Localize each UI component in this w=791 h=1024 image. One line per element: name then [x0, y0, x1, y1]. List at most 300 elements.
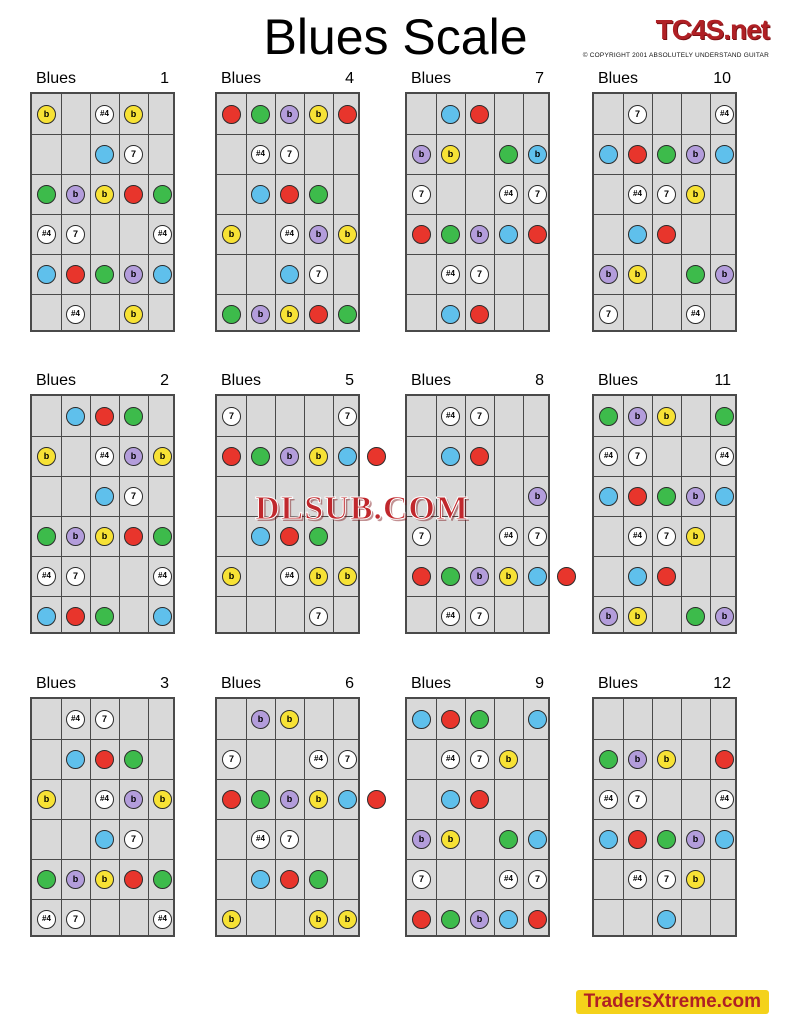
diagram-label: Blues [221, 372, 262, 389]
note-dot [37, 870, 56, 889]
note-dot-labeled: #4 [715, 447, 734, 466]
note-dot-labeled: #4 [715, 790, 734, 809]
string-line [32, 174, 173, 175]
string-line [407, 254, 548, 255]
note-dot-labeled: b [280, 305, 299, 324]
note-dot [628, 830, 647, 849]
string-line [594, 516, 735, 517]
note-dot-labeled: b [628, 265, 647, 284]
fret-line [652, 396, 653, 632]
fret-line [333, 94, 334, 330]
diagram-label: Blues [36, 675, 77, 692]
fretboard [215, 394, 360, 634]
note-dot-labeled: b [499, 567, 518, 586]
fret-line [119, 699, 120, 935]
note-dot-labeled: b [124, 790, 143, 809]
note-dot [470, 790, 489, 809]
diagram-number: 9 [535, 675, 544, 692]
diagram-caption [30, 675, 175, 697]
note-dot [66, 750, 85, 769]
note-dot-labeled: b [599, 265, 618, 284]
note-dot-labeled: #4 [309, 750, 328, 769]
note-dot-labeled: 7 [222, 750, 241, 769]
note-dot-labeled: 7 [95, 710, 114, 729]
note-dot-labeled: 7 [124, 487, 143, 506]
note-dot-labeled: 7 [412, 870, 431, 889]
note-dot [66, 407, 85, 426]
fret-line [90, 396, 91, 632]
fretboard [30, 697, 175, 937]
note-dot-labeled: #4 [95, 105, 114, 124]
note-dot-labeled: 7 [222, 407, 241, 426]
note-dot [686, 265, 705, 284]
string-line [32, 779, 173, 780]
note-dot-labeled: b [37, 447, 56, 466]
diagram-8 [405, 372, 550, 634]
note-dot-labeled: #4 [280, 567, 299, 586]
fret-line [148, 396, 149, 632]
note-dot [628, 567, 647, 586]
note-dot-labeled: b [470, 910, 489, 929]
diagram-4 [215, 70, 360, 332]
note-dot-labeled: 7 [657, 527, 676, 546]
note-dot-labeled: 7 [470, 607, 489, 626]
note-dot [95, 750, 114, 769]
note-dot-labeled: #4 [251, 830, 270, 849]
note-dot-labeled: b [309, 567, 328, 586]
note-dot-labeled: b [280, 105, 299, 124]
note-dot-labeled: b [95, 870, 114, 889]
note-dot-labeled: b [715, 607, 734, 626]
note-dot-labeled: #4 [441, 607, 460, 626]
diagram-number: 12 [713, 675, 731, 692]
string-line [32, 516, 173, 517]
note-dot-labeled: 7 [280, 145, 299, 164]
note-dot [66, 265, 85, 284]
note-dot-labeled: #4 [280, 225, 299, 244]
note-dot [528, 567, 547, 586]
diagram-number: 8 [535, 372, 544, 389]
note-dot-labeled: b [338, 567, 357, 586]
string-line [407, 294, 548, 295]
note-dot [599, 830, 618, 849]
note-dot [95, 607, 114, 626]
note-dot-labeled: b [599, 607, 618, 626]
note-dot-labeled: b [222, 225, 241, 244]
note-dot [470, 447, 489, 466]
string-line [217, 899, 358, 900]
string-line [407, 859, 548, 860]
fretboard [30, 92, 175, 332]
note-dot-labeled: b [686, 487, 705, 506]
note-dot-labeled: 7 [470, 407, 489, 426]
note-dot [222, 105, 241, 124]
diagram-label: Blues [411, 372, 452, 389]
fret-line [494, 94, 495, 330]
note-dot [280, 870, 299, 889]
note-dot [153, 265, 172, 284]
string-line [32, 214, 173, 215]
note-dot [309, 305, 328, 324]
note-dot [657, 145, 676, 164]
fret-line [652, 699, 653, 935]
note-dot-labeled: b [470, 567, 489, 586]
string-line [217, 596, 358, 597]
note-dot-labeled: 7 [66, 910, 85, 929]
note-dot [338, 105, 357, 124]
fret-line [623, 94, 624, 330]
fret-line [523, 699, 524, 935]
string-line [594, 134, 735, 135]
note-dot-labeled: b [528, 145, 547, 164]
note-dot [309, 527, 328, 546]
string-line [32, 739, 173, 740]
string-line [407, 819, 548, 820]
note-dot-labeled: b [628, 607, 647, 626]
note-dot-labeled: b [470, 225, 489, 244]
note-dot-labeled: #4 [37, 225, 56, 244]
string-line [217, 294, 358, 295]
fret-line [465, 94, 466, 330]
note-dot-labeled: b [686, 145, 705, 164]
note-dot [441, 225, 460, 244]
string-line [32, 476, 173, 477]
string-line [407, 476, 548, 477]
diagram-number: 2 [160, 372, 169, 389]
fret-line [465, 699, 466, 935]
note-dot-labeled: #4 [499, 870, 518, 889]
note-dot-labeled: b [153, 447, 172, 466]
string-line [407, 174, 548, 175]
note-dot [153, 527, 172, 546]
fret-line [436, 94, 437, 330]
fretboard [592, 92, 737, 332]
note-dot-labeled: #4 [251, 145, 270, 164]
note-dot [153, 607, 172, 626]
note-dot-labeled: b [37, 790, 56, 809]
note-dot [124, 527, 143, 546]
note-dot-labeled: #4 [441, 407, 460, 426]
diagram-caption [405, 372, 550, 394]
note-dot-labeled: #4 [599, 790, 618, 809]
fret-line [119, 94, 120, 330]
note-dot-labeled: b [309, 790, 328, 809]
string-line [594, 174, 735, 175]
diagram-label: Blues [221, 70, 262, 87]
note-dot [95, 145, 114, 164]
note-dot [412, 567, 431, 586]
note-dot [599, 407, 618, 426]
note-dot-labeled: b [222, 567, 241, 586]
copyright-notice: © COPYRIGHT 2001 ABSOLUTELY UNDERSTAND GUITAR [582, 52, 769, 59]
note-dot [657, 567, 676, 586]
diagram-2 [30, 372, 175, 634]
note-dot-labeled: 7 [338, 750, 357, 769]
note-dot-labeled: b [222, 910, 241, 929]
diagram-number: 5 [345, 372, 354, 389]
string-line [32, 134, 173, 135]
note-dot [499, 830, 518, 849]
note-dot [599, 750, 618, 769]
note-dot-labeled: #4 [715, 105, 734, 124]
diagram-caption [405, 70, 550, 92]
note-dot-labeled: b [66, 185, 85, 204]
note-dot-labeled: #4 [628, 185, 647, 204]
fret-line [494, 699, 495, 935]
note-dot [367, 447, 386, 466]
note-dot-labeled: 7 [599, 305, 618, 324]
string-line [407, 436, 548, 437]
note-dot [338, 447, 357, 466]
diagram-number: 1 [160, 70, 169, 87]
string-line [594, 556, 735, 557]
note-dot-labeled: #4 [66, 710, 85, 729]
note-dot-labeled: b [124, 305, 143, 324]
note-dot-labeled: b [309, 910, 328, 929]
note-dot-labeled: #4 [628, 527, 647, 546]
string-line [594, 899, 735, 900]
note-dot [251, 790, 270, 809]
string-line [407, 596, 548, 597]
note-dot [715, 407, 734, 426]
note-dot [657, 910, 676, 929]
note-dot [715, 145, 734, 164]
string-line [32, 294, 173, 295]
note-dot-labeled: #4 [95, 447, 114, 466]
note-dot [412, 710, 431, 729]
diagram-label: Blues [36, 372, 77, 389]
fretboard [405, 697, 550, 937]
note-dot-labeled: #4 [153, 225, 172, 244]
note-dot-labeled: 7 [528, 527, 547, 546]
note-dot-labeled: b [441, 830, 460, 849]
string-line [217, 779, 358, 780]
note-dot-labeled: b [628, 750, 647, 769]
note-dot [37, 265, 56, 284]
string-line [32, 859, 173, 860]
note-dot [528, 830, 547, 849]
diagram-number: 3 [160, 675, 169, 692]
note-dot-labeled: b [686, 830, 705, 849]
diagram-label: Blues [598, 372, 639, 389]
note-dot-labeled: b [686, 870, 705, 889]
note-dot [441, 105, 460, 124]
note-dot-labeled: 7 [338, 407, 357, 426]
string-line [594, 476, 735, 477]
note-dot [251, 527, 270, 546]
note-dot-labeled: b [153, 790, 172, 809]
string-line [32, 899, 173, 900]
note-dot [470, 710, 489, 729]
fret-line [275, 94, 276, 330]
note-dot [528, 225, 547, 244]
note-dot-labeled: #4 [686, 305, 705, 324]
diagram-caption [405, 675, 550, 697]
note-dot-labeled: b [124, 265, 143, 284]
fret-line [304, 94, 305, 330]
note-dot [338, 790, 357, 809]
note-dot-labeled: b [309, 105, 328, 124]
fret-line [623, 396, 624, 632]
note-dot [441, 910, 460, 929]
note-dot-labeled: #4 [66, 305, 85, 324]
diagram-10 [592, 70, 737, 332]
note-dot-labeled: #4 [499, 527, 518, 546]
fret-line [523, 396, 524, 632]
note-dot-labeled: b [338, 910, 357, 929]
note-dot [470, 305, 489, 324]
note-dot [441, 567, 460, 586]
note-dot-labeled: b [66, 870, 85, 889]
watermark: DLSUB.COM [255, 490, 469, 527]
diagram-1 [30, 70, 175, 332]
diagram-6 [215, 675, 360, 937]
fret-line [148, 699, 149, 935]
note-dot [280, 265, 299, 284]
string-line [217, 819, 358, 820]
string-line [594, 859, 735, 860]
diagram-9 [405, 675, 550, 937]
note-dot-labeled: b [124, 447, 143, 466]
note-dot [557, 567, 576, 586]
string-line [217, 436, 358, 437]
diagram-label: Blues [598, 675, 639, 692]
note-dot-labeled: #4 [499, 185, 518, 204]
note-dot [124, 407, 143, 426]
note-dot-labeled: b [309, 225, 328, 244]
diagram-label: Blues [36, 70, 77, 87]
string-line [32, 556, 173, 557]
note-dot [251, 105, 270, 124]
note-dot-labeled: b [338, 225, 357, 244]
note-dot [715, 487, 734, 506]
note-dot-labeled: #4 [628, 870, 647, 889]
note-dot [124, 185, 143, 204]
diagram-caption [215, 372, 360, 394]
note-dot-labeled: #4 [153, 567, 172, 586]
note-dot [628, 487, 647, 506]
fretboard [215, 697, 360, 937]
diagram-caption [215, 70, 360, 92]
fret-line [465, 396, 466, 632]
site-brand: TC4S.net [655, 14, 769, 45]
string-line [32, 819, 173, 820]
note-dot [124, 750, 143, 769]
note-dot-labeled: b [499, 750, 518, 769]
fret-line [90, 699, 91, 935]
note-dot [222, 790, 241, 809]
fret-line [148, 94, 149, 330]
note-dot [338, 305, 357, 324]
note-dot [470, 105, 489, 124]
diagram-number: 10 [713, 70, 731, 87]
note-dot [599, 487, 618, 506]
note-dot [37, 607, 56, 626]
string-line [407, 214, 548, 215]
string-line [594, 436, 735, 437]
fret-line [61, 94, 62, 330]
note-dot-labeled: 7 [657, 185, 676, 204]
diagram-11 [592, 372, 737, 634]
note-dot-labeled: b [124, 105, 143, 124]
note-dot [715, 830, 734, 849]
fret-line [436, 699, 437, 935]
note-dot-labeled: #4 [37, 567, 56, 586]
note-dot [37, 185, 56, 204]
string-line [594, 214, 735, 215]
string-line [217, 254, 358, 255]
note-dot-labeled: #4 [37, 910, 56, 929]
note-dot-labeled: b [280, 447, 299, 466]
fret-line [436, 396, 437, 632]
note-dot-labeled: b [657, 407, 676, 426]
note-dot-labeled: 7 [412, 527, 431, 546]
note-dot [153, 870, 172, 889]
note-dot-labeled: 7 [628, 105, 647, 124]
note-dot [280, 527, 299, 546]
note-dot-labeled: 7 [628, 447, 647, 466]
note-dot [599, 145, 618, 164]
note-dot-labeled: b [686, 185, 705, 204]
string-line [407, 899, 548, 900]
note-dot [251, 870, 270, 889]
diagram-5 [215, 372, 360, 634]
note-dot [309, 185, 328, 204]
diagram-caption [215, 675, 360, 697]
fretboard [30, 394, 175, 634]
note-dot-labeled: b [412, 145, 431, 164]
note-dot-labeled: b [95, 185, 114, 204]
fret-line [246, 699, 247, 935]
diagram-number: 4 [345, 70, 354, 87]
note-dot [657, 830, 676, 849]
diagram-label: Blues [598, 70, 639, 87]
note-dot [153, 185, 172, 204]
note-dot-labeled: 7 [124, 830, 143, 849]
diagram-3 [30, 675, 175, 937]
diagram-caption [592, 70, 737, 92]
string-line [32, 254, 173, 255]
fretboard [592, 697, 737, 937]
note-dot-labeled: b [37, 105, 56, 124]
string-line [594, 596, 735, 597]
string-line [594, 779, 735, 780]
note-dot [657, 487, 676, 506]
string-line [32, 436, 173, 437]
fret-line [710, 396, 711, 632]
diagram-caption [592, 675, 737, 697]
note-dot-labeled: b [528, 487, 547, 506]
fretboard [405, 92, 550, 332]
fret-line [681, 94, 682, 330]
note-dot [499, 225, 518, 244]
note-dot [686, 607, 705, 626]
note-dot [499, 145, 518, 164]
note-dot-labeled: 7 [528, 870, 547, 889]
fret-line [623, 699, 624, 935]
fret-line [494, 396, 495, 632]
note-dot [657, 225, 676, 244]
fretboard [405, 394, 550, 634]
note-dot [251, 185, 270, 204]
fret-line [681, 396, 682, 632]
fret-line [246, 396, 247, 632]
string-line [594, 254, 735, 255]
note-dot [499, 910, 518, 929]
note-dot [441, 710, 460, 729]
string-line [217, 134, 358, 135]
note-dot-labeled: 7 [309, 607, 328, 626]
